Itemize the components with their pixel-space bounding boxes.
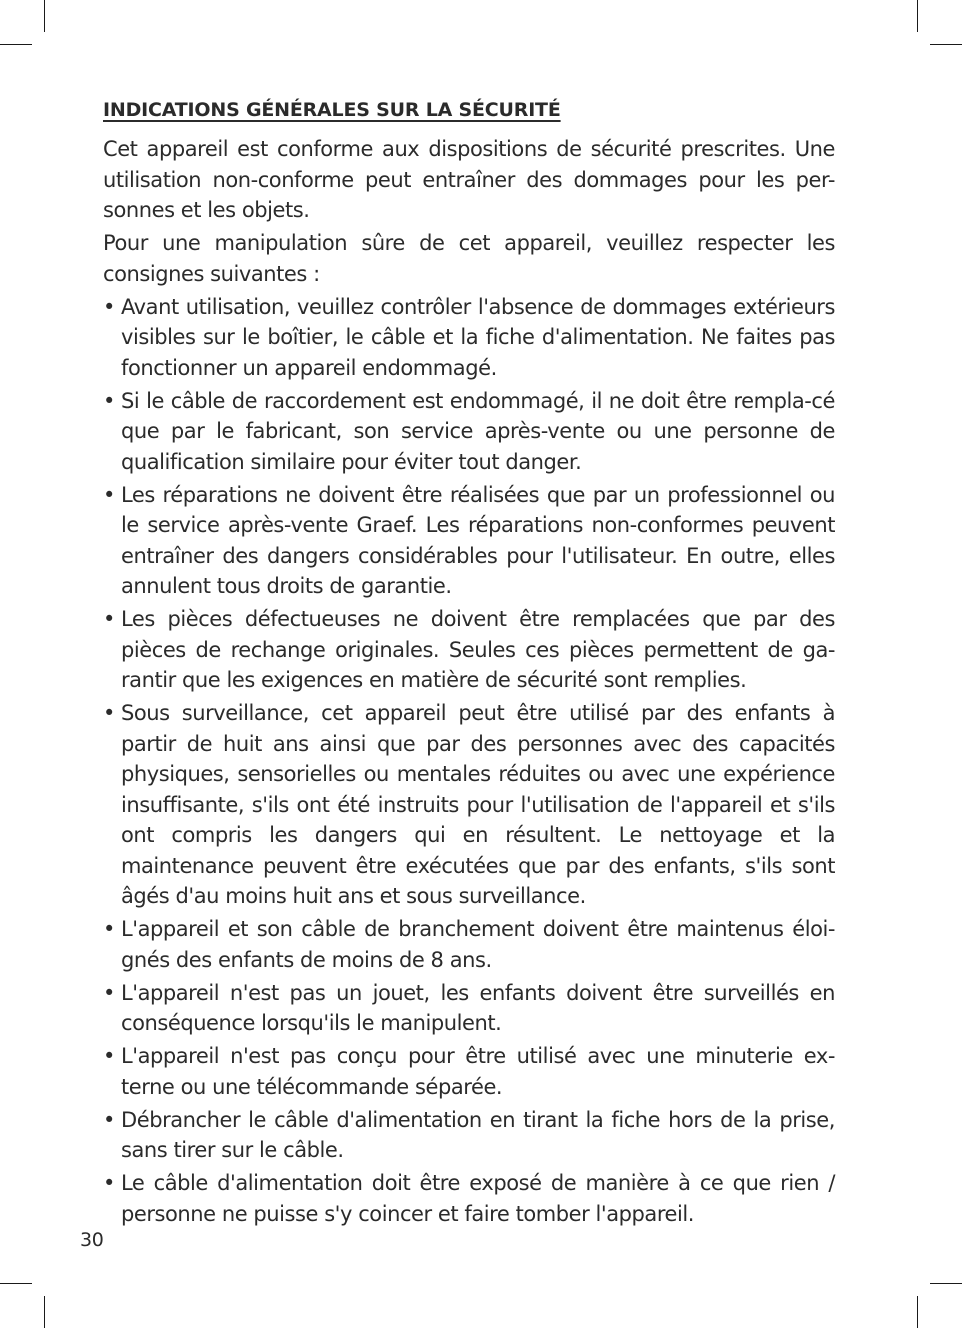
list-item-text: Débrancher le câble d'alimentation en tirant la fiche hors de la prise, sans tirer sur le câble.	[121, 1107, 835, 1162]
list-item	[103, 386, 835, 478]
list-item	[103, 1168, 835, 1229]
list-item	[103, 1105, 835, 1166]
list-item-text: Les pièces défectueuses ne doivent être remplacées que par des pièces de rechange originales. Seules ces pièces permettent de ga-rantir que les exigences en matière de sécurité sont remplies.	[121, 607, 835, 692]
bullet-icon: •	[103, 1107, 115, 1132]
crop-mark-top-left-vertical	[44, 0, 45, 32]
list-item	[103, 914, 835, 975]
list-item	[103, 292, 835, 384]
crop-mark-top-left-horizontal	[0, 44, 32, 45]
crop-mark-bottom-right-vertical	[917, 1296, 918, 1328]
list-item	[103, 480, 835, 602]
bullet-icon: •	[103, 980, 115, 1005]
bullet-icon: •	[103, 482, 115, 507]
bullet-icon: •	[103, 1044, 115, 1068]
list-item-text: L'appareil et son câble de branchement doivent être maintenus éloi-gnés des enfants de moins de 8 ans.	[121, 917, 835, 972]
bullet-icon: •	[103, 294, 115, 319]
list-item	[103, 1041, 835, 1102]
list-item-text: L'appareil n'est pas conçu pour être utilisé avec une minuterie ex-terne ou une télécommande séparée.	[121, 1044, 835, 1099]
list-item-text: Si le câble de raccordement est endommagé, il ne doit être rempla-cé que par le fabricant, son service après-vente ou une personne de qualification similaire pour éviter tout danger.	[121, 388, 835, 474]
bullet-icon: •	[103, 1171, 115, 1195]
list-item	[103, 978, 835, 1039]
list-item-text: Les réparations ne doivent être réalisées que par un professionnel ou le service après-vente Graef. Les réparations non-conformes peuvent entraîner des dangers considérables pour l'utilisateur. En outre, elles annulent tous droits de garantie.	[121, 482, 835, 598]
bullet-icon: •	[103, 388, 115, 413]
crop-mark-top-right-horizontal	[930, 44, 962, 45]
bullet-icon: •	[103, 607, 115, 631]
bullet-icon: •	[103, 917, 115, 941]
intro-paragraph-1: Cet appareil est conforme aux dispositions de sécurité prescrites. Une utilisation non-conforme peut entraîner des dommages pour les per-sonnes et les objets.	[103, 137, 835, 222]
crop-mark-bottom-left-vertical	[44, 1296, 45, 1328]
crop-mark-bottom-right-horizontal	[930, 1283, 962, 1284]
list-item	[103, 698, 835, 912]
list-item-text: Le câble d'alimentation doit être exposé de manière à ce que rien / personne ne puisse s'y coincer et faire tomber l'appareil.	[121, 1171, 835, 1226]
section-heading: INDICATIONS GÉNÉRALES SUR LA SÉCURITÉ	[103, 99, 561, 121]
safety-list	[103, 292, 835, 1230]
list-item	[103, 604, 835, 696]
crop-mark-bottom-left-horizontal	[0, 1283, 32, 1284]
intro-paragraph-2: Pour une manipulation sûre de cet appareil, veuillez respecter les consignes suivantes :	[103, 231, 835, 286]
bullet-icon: •	[103, 701, 115, 725]
safety-section	[103, 96, 835, 1232]
list-item-text: L'appareil n'est pas un jouet, les enfants doivent être surveillés en conséquence lorsqu'ils le manipulent.	[121, 980, 835, 1035]
page-number: 30	[80, 1229, 104, 1251]
list-item-text: Sous surveillance, cet appareil peut être utilisé par des enfants à partir de huit ans ainsi que par des personnes avec des capacités physiques, sensorielles ou mentales réduites ou avec une expérience insuffisante, s'ils ont été instruits pour l'utilisation de l'appareil et s'ils ont compris les dangers qui en résultent. Le nettoyage et la maintenance peuvent être exécutées que par des enfants, s'ils sont âgés d'au moins huit ans et sous surveillance.	[121, 701, 835, 908]
crop-mark-top-right-vertical	[917, 0, 918, 32]
list-item-text: Avant utilisation, veuillez contrôler l'absence de dommages extérieurs visibles sur le boîtier, le câble et la fiche d'alimentation. Ne faites pas fonctionner un appareil endommagé.	[121, 294, 835, 380]
